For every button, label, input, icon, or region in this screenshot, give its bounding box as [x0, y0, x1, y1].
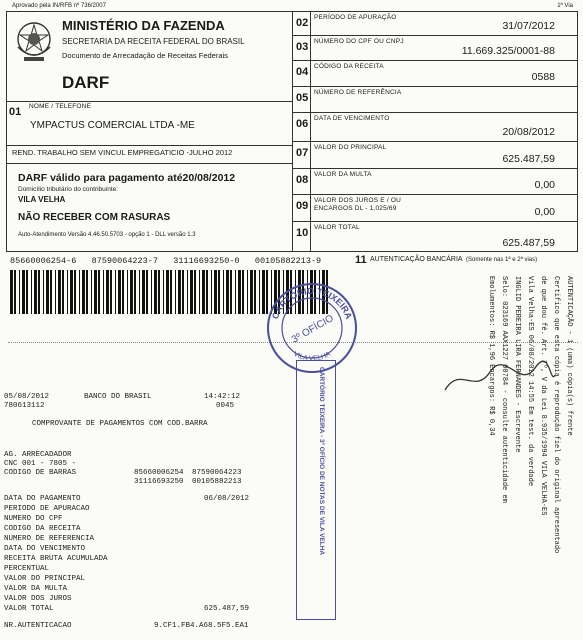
field-01-label: NOME / TELEFONE [29, 103, 92, 110]
barcode-part-a1: 85660006254 [134, 469, 184, 477]
field-06-label: DATA DE VENCIMENTO [314, 115, 390, 122]
field-08-number: 08 [296, 174, 309, 186]
rect-stamp-text: CARTÓRIO TEIXEIRA - 3º OFÍCIO DE NOTAS DE VILA VELHA [318, 367, 325, 556]
field-09-label: VALOR DOS JUROS E / OU ENCARGOS DL - 1.025/69 [314, 197, 401, 212]
field-08-label: VALOR DA MULTA [314, 171, 372, 178]
notary-auth-block [340, 270, 580, 630]
receipt-row-label: RECEITA BRUTA ACUMULADA [4, 555, 108, 563]
field-05-number: 05 [296, 92, 309, 104]
receipt-row-value: 625.487,59 [203, 605, 249, 613]
receipt-code: 0045 [216, 402, 235, 410]
receipt-row-label: VALOR DA MULTA [4, 585, 68, 593]
receipt-time: 14:42:12 [204, 393, 241, 401]
receipt-row-value: 06/08/2012 [203, 495, 249, 503]
receipt-auth-value: 9.CF1.FB4.A68.5F5.EA1 [154, 622, 249, 630]
field-03-value: 11.669.325/0001-88 [461, 45, 555, 57]
auth-text-line: AUTENTICAÇÃO - 1 (uma) cópia(s) frente [565, 276, 573, 436]
revenue-description: REND. TRABALHO SEM VINCUL EMPREGATICIO -JULHO 2012 [12, 148, 233, 157]
field-02-number: 02 [296, 17, 309, 29]
barcode-label: CODIGO DE BARRAS [4, 469, 77, 477]
auth-text-line: de que dou fé. Art. 7º, V da Lei 8.935/1994 VILA VELHA-ES [539, 276, 547, 516]
field-10-label: VALOR TOTAL [314, 224, 360, 231]
barcode-digits: 85660006254-6 87590064223-7 31116693250-0 00105882213-9 [10, 256, 322, 266]
stamp-mid-text: 3º OFÍCIO [289, 312, 336, 346]
field-03-label: NÚMERO DO CPF OU CNPJ [314, 38, 404, 45]
notary-rect-stamp [296, 360, 336, 620]
field-04-number: 04 [296, 66, 309, 78]
column-divider [292, 11, 293, 252]
receipt-row-label: VALOR DOS JUROS [4, 595, 72, 603]
validity-title: DARF válido para pagamento até20/08/2012 [18, 172, 236, 184]
version-text: Auto-Atendimento Versão 4.46.50.5703 - opção 1 - DLL versão 1.3 [18, 232, 196, 238]
domicile-label: Domicílio tributário do contribuinte: [18, 186, 119, 193]
no-erasures-warning: NÃO RECEBER COM RASURAS [18, 212, 171, 223]
field-06-value: 20/08/2012 [502, 126, 555, 138]
field-03-number: 03 [296, 41, 309, 53]
field-09-number: 09 [296, 200, 309, 212]
field-09-value: 0,00 [534, 206, 555, 218]
barcode-part-b1: 31116693250 [134, 478, 184, 486]
secretariat-title: SECRETARIA DA RECEITA FEDERAL DO BRASIL [62, 37, 245, 46]
coat-of-arms-icon [12, 17, 56, 65]
receipt-row-label: PERIODO DE APURACAO [4, 505, 90, 513]
stamp-bottom-text: VILA VELHA [292, 350, 332, 363]
receipt-row-label: VALOR DO PRINCIPAL [4, 575, 86, 583]
receipt-title: COMPROVANTE DE PAGAMENTOS COM COD.BARRA [32, 420, 208, 428]
field-07-number: 07 [296, 147, 309, 159]
field-10-value: 625.487,59 [502, 237, 555, 249]
receipt-bank: BANCO DO BRASIL [84, 393, 152, 401]
auth-label: AUTENTICAÇÃO BANCÁRIA [370, 256, 463, 263]
receipt-row-label: NUMERO DE REFERENCIA [4, 535, 95, 543]
field-01-number: 01 [9, 106, 22, 118]
barcode-part-a2: 87590064223 [192, 469, 242, 477]
auth-text-line: Selo: 023169 AAX1227 00784 - consulte autenticidade em [500, 276, 508, 503]
field-11-number: 11 [355, 254, 367, 266]
field-02-label: PERÍODO DE APURAÇÃO [314, 14, 397, 21]
darf-title: DARF [62, 73, 110, 92]
auth-text-line: Vila Velha-ES 06/08/2012 14:55 Em test. da verdade [526, 276, 534, 487]
document-title: Documento de Arrecadação de Receitas Federais [62, 51, 228, 60]
auth-text-line: Certifico que esta cópia é reprodução fiel do original apresentado [552, 276, 560, 554]
copy-label: 1ª Via [557, 3, 573, 9]
domicile-value: VILA VELHA [18, 195, 66, 204]
field-08-value: 0,00 [534, 179, 555, 191]
approval-text: Aprovado pela IN/RFB nº 736/2007 [12, 3, 106, 9]
receipt-auth-label: NR.AUTENTICACAO [4, 622, 72, 630]
receipt-row-label: DATA DO VENCIMENTO [4, 545, 86, 553]
ministry-title: MINISTÉRIO DA FAZENDA [62, 18, 225, 33]
auth-text-line: Emolumentos: R$ 1,96 Encargos: R$ 0,34 [487, 276, 495, 436]
taxpayer-name: YMPACTUS COMERCIAL LTDA -ME [30, 120, 195, 131]
auth-text-line: INGLID PEREIRA LIRA FERNANDES - Escrevente [513, 276, 521, 453]
auth-note: (Somente nas 1ª e 2ª vias) [466, 257, 538, 263]
barcode-part-b2: 00105882213 [192, 478, 242, 486]
cnc-value: CNC 001 - 7805 - [4, 460, 77, 468]
receipt-row-label: NUMERO DO CPF [4, 515, 63, 523]
field-05-label: NÚMERO DE REFERÊNCIA [314, 89, 402, 96]
signature-mark [440, 360, 560, 400]
stamp-top-text: CARTÓRIO TEIXEIRA [269, 285, 355, 321]
field-04-label: CÓDIGO DA RECEITA [314, 63, 384, 70]
receipt-row-label: CODIGO DA RECEITA [4, 525, 81, 533]
field-06-number: 06 [296, 118, 309, 130]
receipt-row-label: VALOR TOTAL [4, 605, 54, 613]
receipt-row-label: DATA DO PAGAMENTO [4, 495, 81, 503]
receipt-row-label: PERCENTUAL [4, 565, 50, 573]
agent-label: AG. ARRECADADOR [4, 451, 72, 459]
field-07-value: 625.487,59 [502, 153, 555, 165]
field-02-value: 31/07/2012 [502, 20, 555, 32]
field-10-number: 10 [296, 227, 309, 239]
receipt-id: 780613112 [4, 402, 45, 410]
receipt-date: 05/08/2012 [4, 393, 50, 401]
field-04-value: 0588 [531, 71, 555, 83]
field-07-label: VALOR DO PRINCIPAL [314, 144, 387, 151]
